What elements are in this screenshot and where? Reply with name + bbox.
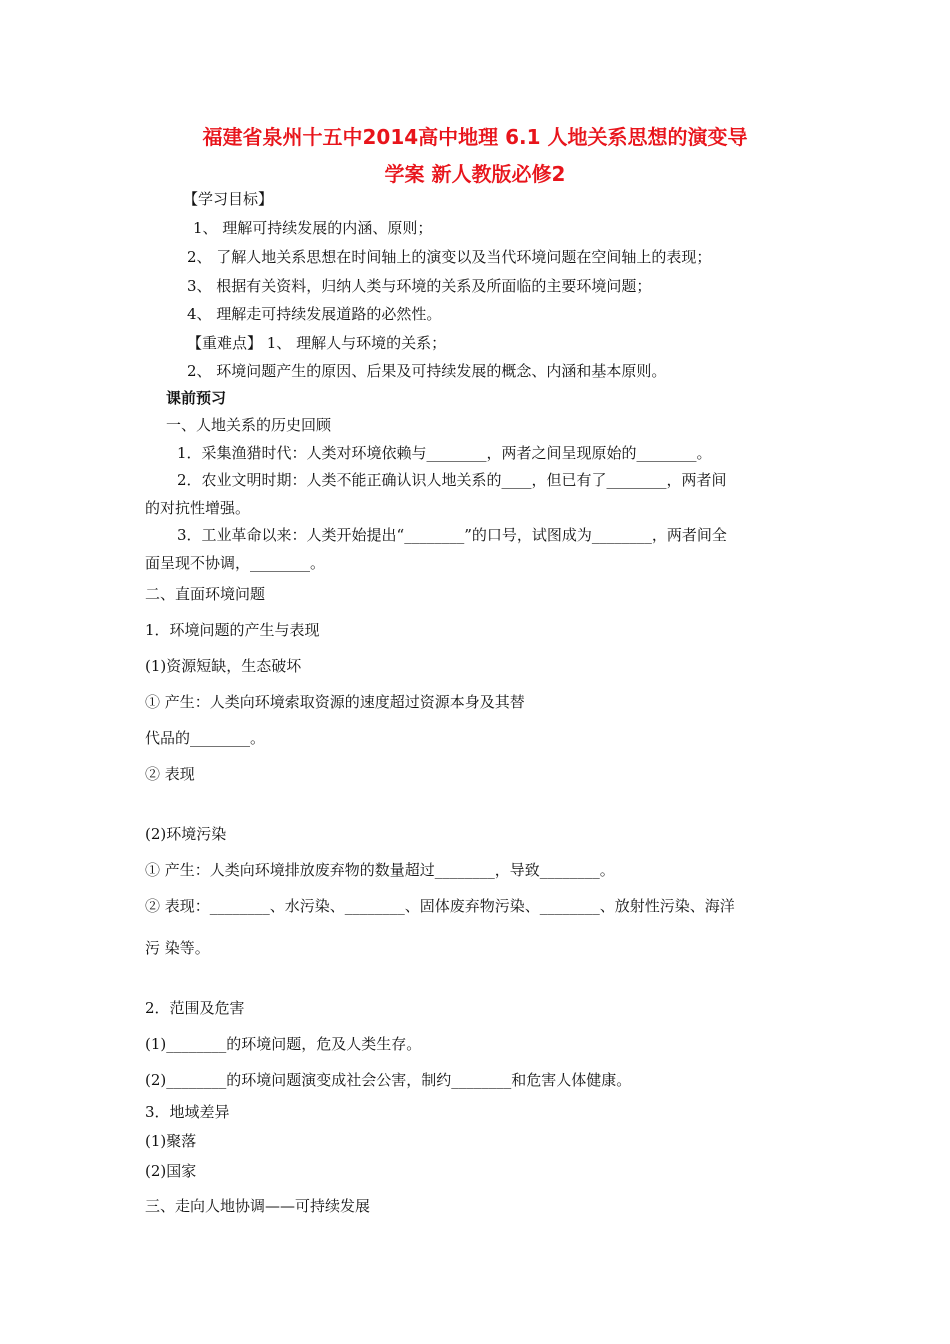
part2-sub1-2-b-line-1: ② 表现：________、水污染、________、固体废弃物污染、________、放射性污染、海洋 (145, 897, 735, 915)
part2-sub2-1: (1)________的环境问题，危及人类生存。 (145, 1035, 422, 1053)
part2-sub2: 2．范围及危害 (145, 999, 245, 1017)
part1-item-1: 1．采集渔猎时代：人类对环境依赖与________，两者之间呈现原始的________。 (177, 444, 712, 462)
part2-sub1-1-b: ② 表现 (145, 765, 195, 783)
part1-heading: 一、人地关系的历史回顾 (166, 416, 332, 434)
part2-sub3: 3．地域差异 (145, 1103, 230, 1121)
part2-sub1-1-a-line-2: 代品的________。 (145, 729, 266, 747)
objective-item-3: 3、 根据有关资料，归纳人类与环境的关系及所面临的主要环境问题； (187, 277, 652, 295)
part2-sub2-2: (2)________的环境问题演变成社会公害，制约________和危害人体健康。 (145, 1071, 632, 1089)
part2-sub3-2: (2)国家 (145, 1162, 197, 1180)
preview-heading: 课前预习 (166, 389, 227, 407)
objectives-heading: 【学习目标】 (183, 190, 274, 208)
part2-heading: 二、直面环境问题 (145, 585, 266, 603)
part1-item-3-line-2: 面呈现不协调，________。 (145, 554, 326, 572)
part2-sub3-1: (1)聚落 (145, 1132, 197, 1150)
part1-item-2-line-1: 2．农业文明时期：人类不能正确认识人地关系的____，但已有了________，两者间 (177, 471, 727, 489)
part2-sub1-2-b-line-2: 污 染等。 (145, 939, 210, 957)
document-title-line2: 学案 新人教版必修2 (384, 162, 566, 186)
part1-item-2-line-2: 的对抗性增强。 (145, 499, 251, 517)
objective-item-1: 1、 理解可持续发展的内涵、原则； (193, 219, 433, 237)
part2-sub1: 1．环境问题的产生与表现 (145, 621, 320, 639)
part2-sub1-2: (2)环境污染 (145, 825, 227, 843)
objective-item-4: 4、 理解走可持续发展道路的必然性。 (187, 305, 442, 323)
key-points-line-2: 2、 环境问题产生的原因、后果及可持续发展的概念、内涵和基本原则。 (187, 362, 667, 380)
part1-item-3-line-1: 3．工业革命以来：人类开始提出“________”的口号，试图成为________，两者间全 (177, 526, 727, 544)
part3-heading: 三、走向人地协调——可持续发展 (145, 1197, 371, 1215)
objective-item-2: 2、 了解人地关系思想在时间轴上的演变以及当代环境问题在空间轴上的表现； (187, 248, 712, 266)
document-title-line1: 福建省泉州十五中2014高中地理 6.1 人地关系思想的演变导 (202, 125, 748, 149)
part2-sub1-2-a: ① 产生：人类向环境排放废弃物的数量超过________，导致________。 (145, 861, 615, 879)
part2-sub1-1: (1)资源短缺，生态破坏 (145, 657, 302, 675)
part2-sub1-1-a-line-1: ① 产生：人类向环境索取资源的速度超过资源本身及其替 (145, 693, 525, 711)
key-points-line-1: 【重难点】 1、 理解人与环境的关系； (187, 334, 447, 352)
